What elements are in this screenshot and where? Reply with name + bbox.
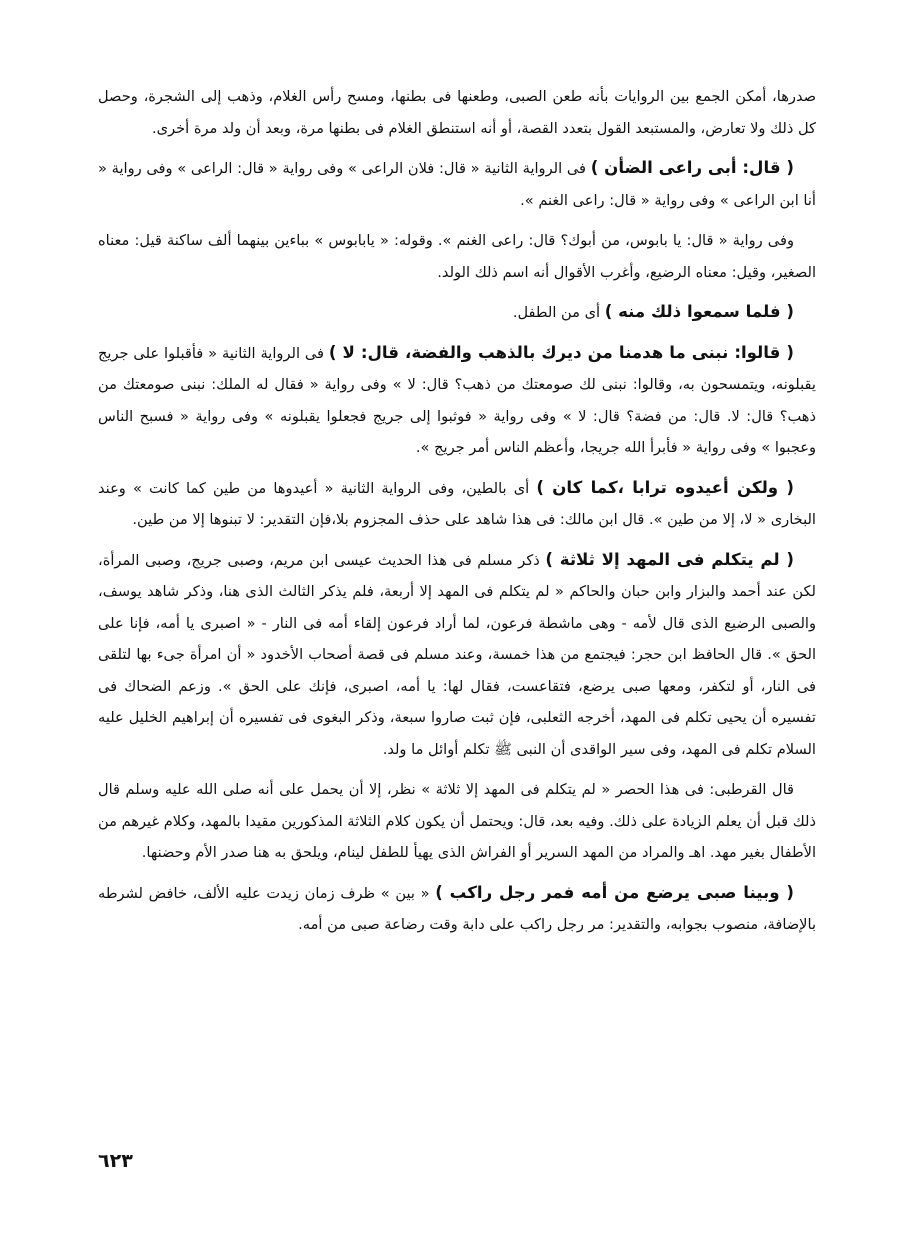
paragraph-4-lead: ( فلما سمعوا ذلك منه ) — [604, 302, 794, 321]
paragraph-1-text: صدرها، أمكن الجمع بين الروايات بأنه طعن الصبى، وطعنها فى بطنها، ومسح رأس الغلام، وذهب إلى الشجرة، وحصل كل ذلك ولا تعارض، والمستبعد القول بتعدد القصة، أو أنه استنطق الغلام فى بطنها مرة، وبعد أن ولد مرة أخرى. — [98, 88, 816, 137]
paragraph-3-text: وفى رواية « قال: يا بابوس، من أبوك؟ قال: راعى الغنم ». وقوله: « يابابوس » بباءين بينهما ألف ساكنة قيل: معناه الصغير، وقيل: معناه الرضيع، وأغرب الأقوال أنه اسم ذلك الولد. — [98, 232, 816, 281]
paragraph-9-lead: ( وبينا صبى يرضع من أمه فمر رجل راكب ) — [435, 882, 795, 902]
paragraph-5 — [98, 337, 816, 464]
paragraph-1 — [98, 80, 816, 144]
paragraph-6-lead: ( ولكن أعيدوه ترابا ،كما كان ) — [536, 477, 794, 497]
paragraph-7-lead: ( لم يتكلم فى المهد إلا ثلاثة ) — [545, 549, 794, 569]
paragraph-2-lead: ( قال: أبى راعى الضأن ) — [590, 158, 794, 177]
paragraph-9 — [98, 877, 816, 941]
paragraph-2-text: فى الرواية الثانية « قال: فلان الراعى » وفى رواية « قال: الراعى » وفى رواية « أنا ابن الراعى » وفى رواية « قال: راعى الغنم ». — [98, 160, 816, 209]
paragraph-8-text: قال القرطبى: فى هذا الحصر « لم يتكلم فى المهد إلا ثلاثة » نظر، إلا أن يحمل على أنه صلى الله عليه وسلم قال ذلك قبل أن يعلم الزيادة على ذلك. وفيه بعد، قال: ويحتمل أن يكون كلام الثلاثة المذكورين مقيدا بالمهد، وكلام غيرهم من الأطفال بغير مهد. اهـ والمراد من المهد السرير أو الفراش الذى يهيأ للطفل لينام، ويلحق به هنا صدر الأم وحضنها. — [98, 781, 816, 861]
paragraph-7 — [98, 544, 816, 766]
paragraph-3 — [98, 224, 816, 288]
paragraph-5-lead: ( قالوا: نبنى ما هدمنا من ديرك بالذهب والفضة، قال: لا ) — [328, 342, 794, 362]
paragraph-4-text: أى من الطفل. — [512, 304, 605, 321]
document-page — [98, 80, 816, 949]
paragraph-8 — [98, 773, 816, 869]
paragraph-9-text: « بين » ظرف زمان زيدت عليه الألف، خافض لشرطه بالإضافة، منصوب بجوابه، والتقدير: مر رجل راكب على دابة وقت رضاعة صبى من أمه. — [98, 884, 816, 933]
paragraph-6-text: أى بالطين، وفى الرواية الثانية « أعيدوها من طين كما كانت » وعند البخارى « لا، إلا من طين ». قال ابن مالك: فى هذا شاهد على حذف المجزوم بلا،فإن التقدير: لا تبنوها إلا من طين. — [98, 479, 816, 528]
paragraph-5-text: فى الرواية الثانية « فأقبلوا على جريج يقبلونه، ويتمسحون به، وقالوا: نبنى لك صومعتك من ذهب؟ قال: لا » وفى رواية « فقال له الملك: نبنى صومعتك من ذهب؟ قال: لا. قال: من فضة؟ قال: لا » وفى رواية « فوثبوا إلى جريج فجعلوا يقبلونه » وفى رواية « فسبح الناس وعجبوا » وفى رواية « فأبرأ الله جريجا، وأعظم الناس أمر جريج ». — [98, 344, 816, 456]
page-number: ٦٢٣ — [98, 1150, 133, 1172]
paragraph-7-text: ذكر مسلم فى هذا الحديث عيسى ابن مريم، وصبى جريج، وصبى المرأة، لكن عند أحمد والبزار وابن حبان والحاكم « لم يتكلم فى المهد إلا أربعة، فلم يذكر الثالث الذى هنا، وذكر شاهد يوسف، والصبى الرضيع الذى قال لأمه - وهى ماشطة فرعون، لما أراد فرعون إلقاء أمه فى النار - « اصبرى يا أمه، فإنا على الحق ». قال الحافظ ابن حجر: فيجتمع من هذا خمسة، وعند مسلم فى قصة أصحاب الأخدود « أن امرأة جىء بها لتلقى فى النار، أو لتكفر، ومعها صبى يرضع، فتقاعست، فقال لها: يا أمه، اصبرى، فإنك على الحق ». وزعم الضحاك فى تفسيره أن يحيى تكلم فى المهد، أخرجه الثعلبى، فإن ثبت صاروا سبعة، وذكر البغوى فى تفسيره أن إبراهيم الخليل عليه السلام تكلم فى المهد، وفى سير الواقدى أن النبى ﷺ تكلم أوائل ما ولد. — [98, 551, 816, 758]
paragraph-2 — [98, 152, 816, 216]
paragraph-6 — [98, 472, 816, 536]
paragraph-4 — [98, 296, 816, 329]
